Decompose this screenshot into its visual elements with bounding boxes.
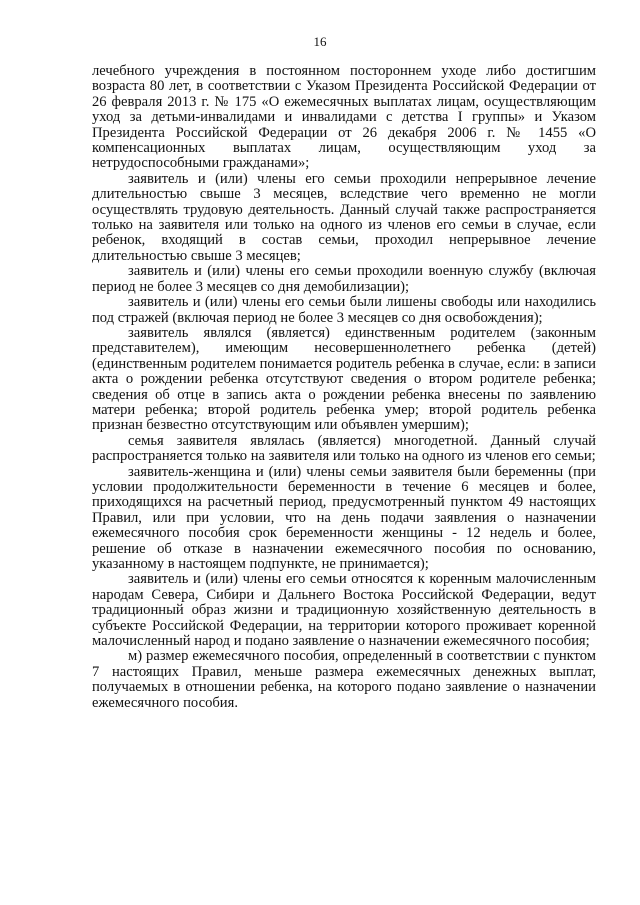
paragraph-imprisonment: заявитель и (или) члены его семьи были лишены свободы или находились под стражей (включая период не более 3 месяцев со дня освобождения);	[92, 294, 596, 326]
paragraph-continuation: лечебного учреждения в постоянном постороннем уходе либо достигшим возраста 80 лет, в соответствии с Указом Президента Российской Федерации от 26 февраля 2013 г. № 175 «О ежемесячных выплатах лицам, осуществляющим уход за детьми-инвалидами и инвалидами с детства I группы» и Указом Президента Российской Федерации от 26 декабря 2006 г. № 1455 «О компенсационных выплатах лицам, осуществляющим уход за нетрудоспособными гражданами»;	[92, 63, 596, 172]
paragraph-military-service: заявитель и (или) члены его семьи проходили военную службу (включая период не более 3 месяцев со дня демобилизации);	[92, 263, 596, 295]
paragraph-subitem-m: м) размер ежемесячного пособия, определенный в соответствии с пунктом 7 настоящих Правил, меньше размера ежемесячных денежных выплат, получаемых в отношении ребенка, на которого подано заявление о назначении ежемесячного пособия.	[92, 648, 596, 711]
paragraph-medical-treatment: заявитель и (или) члены его семьи проходили непрерывное лечение длительностью свыше 3 месяцев, вследствие чего временно не могли осуществлять трудовую деятельность. Данный случай также распространяется только на заявителя или только на одного из членов его семьи в случае, если ребенок, входящий в состав семьи, проходил непрерывное лечение длительностью свыше 3 месяцев;	[92, 170, 596, 264]
paragraph-indigenous-peoples: заявитель и (или) члены его семьи относятся к коренным малочисленным народам Севера, Сибири и Дальнего Востока Российской Федерации, ведут традиционный образ жизни и традиционную хозяйственную деятельность в субъекте Российской Федерации, на территории которого проживает коренной малочисленный народ и подано заявление о назначении ежемесячного пособия;	[92, 571, 596, 650]
document-body	[92, 64, 596, 711]
paragraph-large-family: семья заявителя являлась (является) многодетной. Данный случай распространяется только на заявителя или только на одного из членов его семьи;	[92, 432, 596, 465]
paragraph-pregnancy: заявитель-женщина и (или) члены семьи заявителя были беременны (при условии продолжительности беременности в течение 6 месяцев и более, приходящихся на расчетный период, предусмотренный пунктом 49 настоящих Правил, или при условии, что на день подачи заявления о назначении ежемесячного пособия срок беременности женщины - 12 недель и более, решение об отказе в назначении ежемесячного пособия по основанию, указанному в настоящем подпункте, не принимается);	[92, 463, 596, 572]
paragraph-single-parent: заявитель являлся (является) единственным родителем (законным представителем), имеющим несовершеннолетнего ребенка (детей) (единственным родителем понимается родитель ребенка в случае, если: в записи акта о рождении ребенка отсутствуют сведения о втором родителе ребенка; сведения об отце в запись акта о рождении ребенка внесены по заявлению матери ребенка; второй родитель ребенка умер; второй родитель ребенка признан безвестно отсутствующим или объявлен умершим);	[92, 324, 596, 434]
page-number: 16	[313, 34, 327, 49]
